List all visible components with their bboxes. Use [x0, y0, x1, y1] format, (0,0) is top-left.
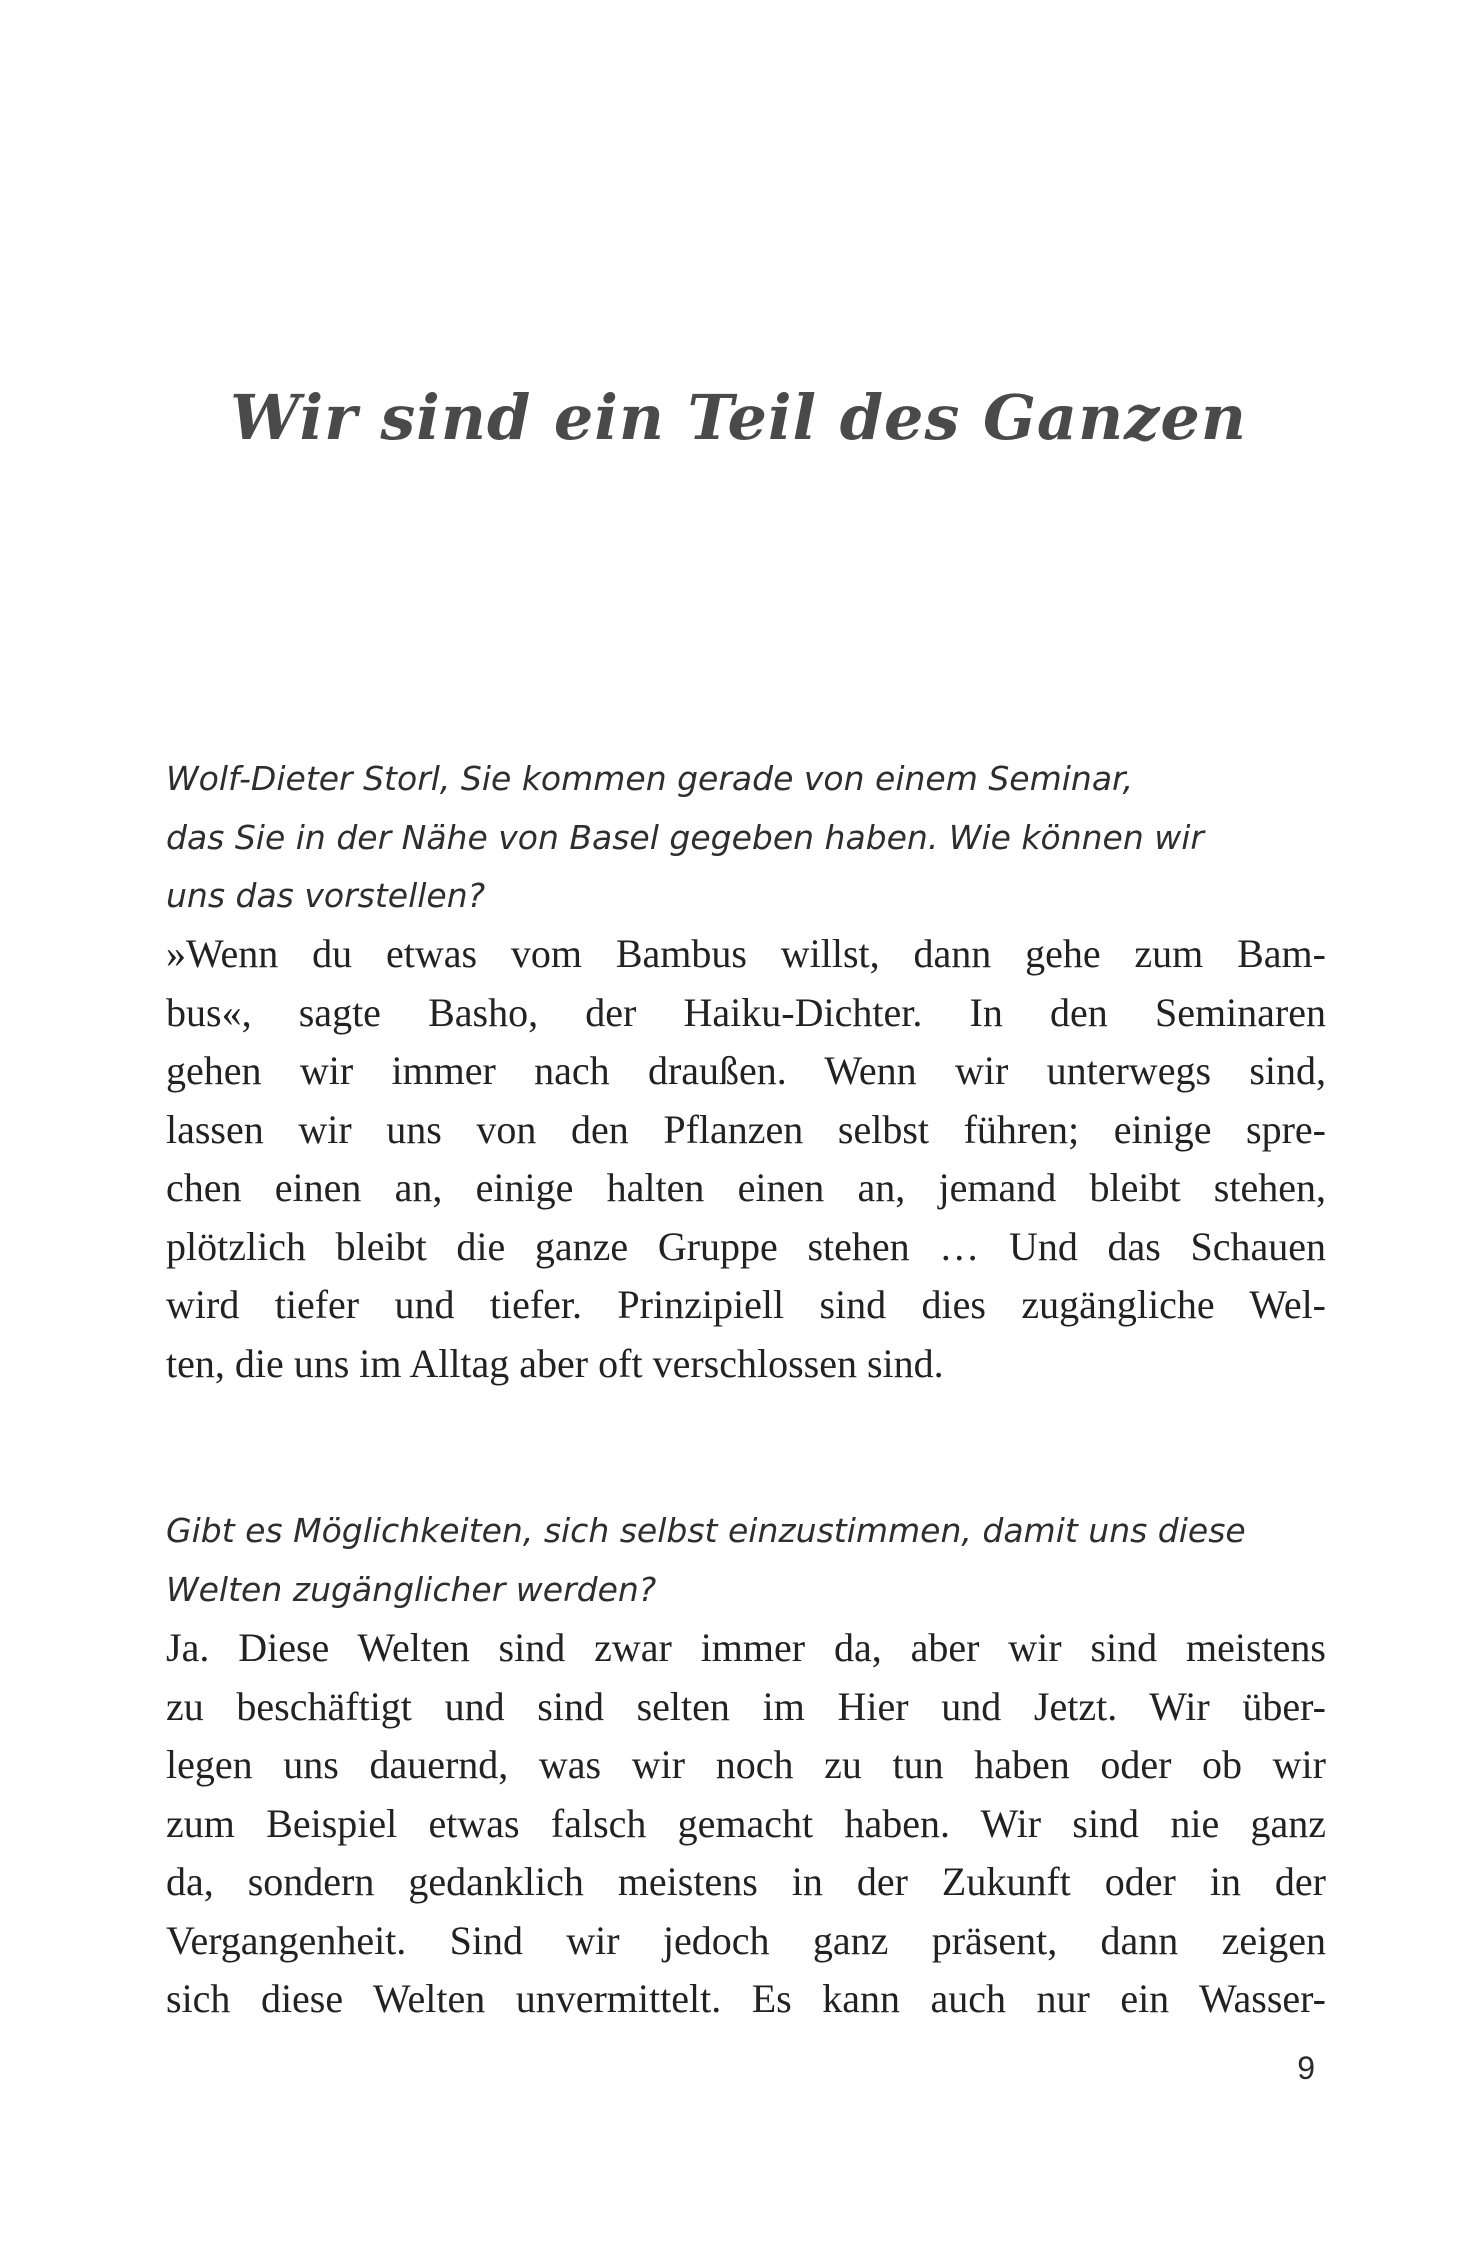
- page-number: 9: [1297, 2050, 1315, 2086]
- answer-line: gehen wir immer nach draußen. Wenn wir unterwegs sind,: [166, 1048, 1326, 1093]
- answer-line: lassen wir uns von den Pflanzen selbst führen; einige spre-: [166, 1106, 1326, 1152]
- answer-line: sich diese Welten unvermittelt. Es kann auch nur ein Wasser-: [166, 1976, 1326, 2021]
- interview-question-1: [166, 750, 1326, 926]
- interview-answer-1: [166, 925, 1326, 1393]
- question-line: Welten zugänglicher werden?: [166, 1569, 657, 1609]
- answer-line: plötzlich bleibt die ganze Gruppe stehen … Und das Schauen: [166, 1223, 1326, 1269]
- interview-answer-2: [166, 1619, 1326, 2029]
- interview-question-2: [166, 1502, 1326, 1619]
- chapter-title: Wir sind ein Teil des Ganzen: [230, 381, 1247, 454]
- question-line: uns das vorstellen?: [166, 876, 486, 915]
- answer-line: chen einen an, einige halten einen an, jemand bleibt stehen,: [166, 1165, 1326, 1210]
- answer-line: ten, die uns im Alltag aber oft verschlossen sind.: [166, 1340, 944, 1386]
- answer-line: wird tiefer und tiefer. Prinzipiell sind dies zugängliche Wel-: [166, 1282, 1326, 1327]
- answer-line: da, sondern gedanklich meistens in der Zukunft oder in der: [166, 1859, 1326, 1904]
- question-line: Gibt es Möglichkeiten, sich selbst einzustimmen, damit uns diese: [166, 1511, 1246, 1550]
- answer-line: bus«, sagte Basho, der Haiku-Dichter. In den Seminaren: [166, 989, 1326, 1035]
- answer-line: Vergangenheit. Sind wir jedoch ganz präsent, dann zeigen: [166, 1917, 1326, 1963]
- answer-line: legen uns dauernd, was wir noch zu tun haben oder ob wir: [166, 1742, 1326, 1787]
- question-line: das Sie in der Nähe von Basel gegeben haben. Wie können wir: [166, 817, 1204, 857]
- answer-line: zu beschäftigt und sind selten im Hier und Jetzt. Wir über-: [166, 1683, 1326, 1729]
- answer-line: »Wenn du etwas vom Bambus willst, dann gehe zum Bam-: [166, 931, 1326, 976]
- answer-line: zum Beispiel etwas falsch gemacht haben. Wir sind nie ganz: [166, 1800, 1326, 1846]
- answer-line: Ja. Diese Welten sind zwar immer da, aber wir sind meistens: [166, 1625, 1326, 1670]
- question-line: Wolf-Dieter Storl, Sie kommen gerade von einem Seminar,: [166, 759, 1134, 798]
